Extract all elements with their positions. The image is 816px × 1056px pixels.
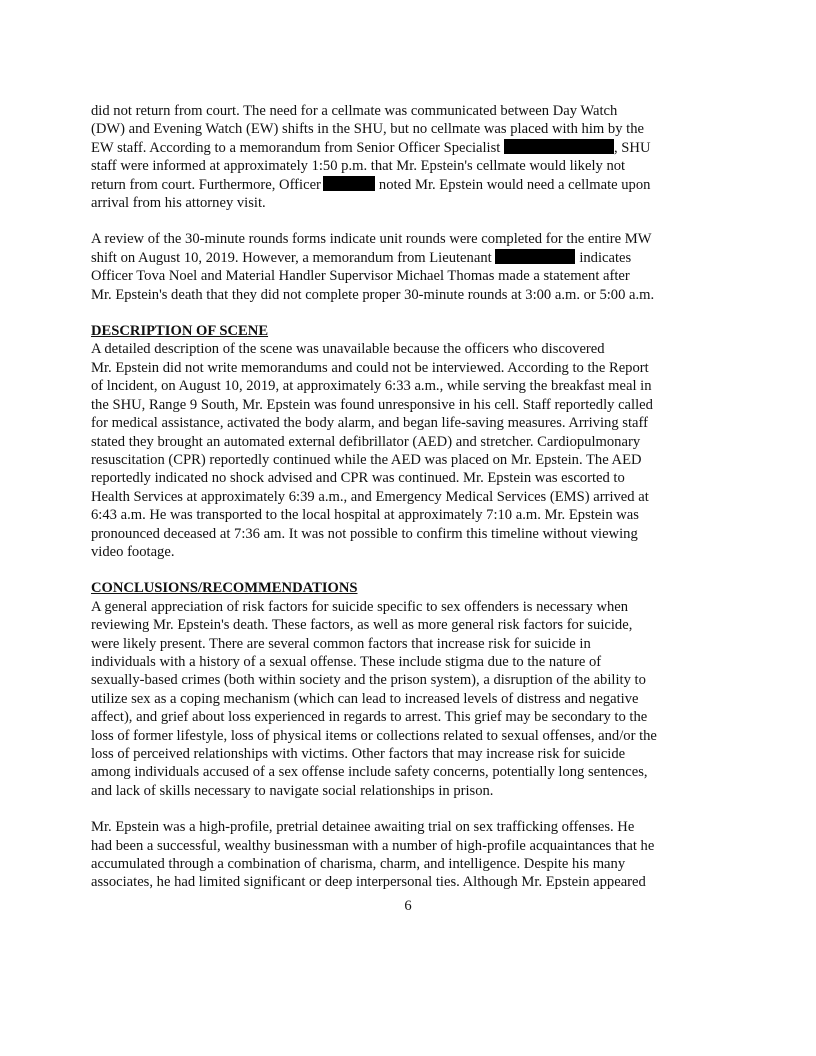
- text-line: among individuals accused of a sex offense include safety concerns, potentially long sentences,: [91, 764, 648, 781]
- text-line: were likely present. There are several common factors that increase risk for suicide in: [91, 635, 591, 652]
- text-line: arrival from his attorney visit.: [91, 195, 266, 212]
- redaction-box: [495, 249, 575, 264]
- section-conclusions-recommendations: [91, 579, 731, 800]
- document-page: [91, 102, 731, 910]
- text-line: affect), and grief about loss experienced in regards to arrest. This grief may be secondary to the: [91, 709, 648, 726]
- text-segment: noted Mr. Epstein would need a cellmate upon: [378, 176, 651, 193]
- text-line: for medical assistance, activated the body alarm, and began life-saving measures. Arriving staff: [91, 415, 648, 432]
- text-line: [91, 176, 731, 194]
- text-segment: return from court. Furthermore, Officer: [91, 176, 321, 193]
- text-line: video footage.: [91, 543, 175, 560]
- text-line: the SHU, Range 9 South, Mr. Epstein was found unresponsive in his cell. Staff reportedly called: [91, 396, 653, 413]
- section-description-of-scene: [91, 322, 731, 561]
- text-line: staff were informed at approximately 1:50 p.m. that Mr. Epstein's cellmate would likely not: [91, 158, 626, 175]
- text-line: reviewing Mr. Epstein's death. These factors, as well as more general risk factors for suicide,: [91, 617, 633, 634]
- text-line: A review of the 30-minute rounds forms indicate unit rounds were completed for the entire MW: [91, 231, 652, 248]
- text-segment: , SHU: [614, 139, 651, 156]
- text-line: had been a successful, wealthy businessman with a number of high-profile acquaintances that he: [91, 837, 655, 854]
- section-heading: CONCLUSIONS/RECOMMENDATIONS: [91, 580, 358, 597]
- text-line: Health Services at approximately 6:39 a.m., and Emergency Medical Services (EMS) arrived at: [91, 488, 649, 505]
- text-line: of lncident, on August 10, 2019, at approximately 6:33 a.m., while serving the breakfast meal in: [91, 378, 652, 395]
- text-line: Officer Tova Noel and Material Handler Supervisor Michael Thomas made a statement after: [91, 268, 630, 285]
- text-line: did not return from court. The need for a cellmate was communicated between Day Watch: [91, 103, 618, 119]
- paragraph-rounds: [91, 230, 731, 304]
- paragraph-background: [91, 818, 731, 892]
- text-line: associates, he had limited significant or deep interpersonal ties. Although Mr. Epstein appeared: [91, 874, 646, 891]
- text-line: A detailed description of the scene was unavailable because the officers who discovered: [91, 341, 605, 358]
- text-line: individuals with a history of a sexual offense. These include stigma due to the nature of: [91, 653, 602, 670]
- text-segment: EW staff. According to a memorandum from Senior Officer Specialist: [91, 139, 501, 156]
- text-line: utilize sex as a coping mechanism (which can lead to increased levels of distress and negative: [91, 690, 639, 707]
- text-line: resuscitation (CPR) reportedly continued while the AED was placed on Mr. Epstein. The AED: [91, 451, 642, 468]
- text-segment: indicates: [579, 249, 632, 266]
- text-line: 6:43 a.m. He was transported to the local hospital at approximately 7:10 a.m. Mr. Epstein was: [91, 507, 639, 524]
- text-line: Mr. Epstein did not write memorandums and could not be interviewed. According to the Report: [91, 359, 649, 376]
- page-number: 6: [404, 898, 412, 914]
- section-heading: DESCRIPTION OF SCENE: [91, 323, 269, 340]
- redaction-box: [323, 176, 375, 191]
- text-line: reportedly indicated no shock advised and CPR was continued. Mr. Epstein was escorted to: [91, 470, 625, 487]
- text-line: [91, 139, 731, 157]
- text-line: loss of perceived relationships with victims. Other factors that may increase risk for suicide: [91, 746, 626, 762]
- text-line: Mr. Epstein's death that they did not complete proper 30-minute rounds at 3:00 a.m. or 5:00 a.m.: [91, 286, 655, 303]
- text-line: loss of former lifestyle, loss of physical items or collections related to sexual offenses, and/or the: [91, 727, 657, 744]
- text-line: [91, 249, 731, 267]
- text-line: A general appreciation of risk factors for suicide specific to sex offenders is necessary when: [91, 598, 629, 615]
- redaction-box: [504, 139, 614, 154]
- text-line: pronounced deceased at 7:36 am. It was not possible to confirm this timeline without viewing: [91, 525, 638, 542]
- text-line: (DW) and Evening Watch (EW) shifts in the SHU, but no cellmate was placed with him by the: [91, 121, 644, 138]
- paragraph-cellmate: [91, 102, 731, 212]
- text-line: Mr. Epstein was a high-profile, pretrial detainee awaiting trial on sex trafficking offenses. He: [91, 819, 635, 836]
- text-line: accumulated through a combination of charisma, charm, and intelligence. Despite his many: [91, 856, 626, 873]
- text-line: stated they brought an automated external defibrillator (AED) and stretcher. Cardiopulmonary: [91, 433, 641, 450]
- text-segment: shift on August 10, 2019. However, a memorandum from Lieutenant: [91, 249, 492, 266]
- text-line: sexually-based crimes (both within society and the prison system), a disruption of the ability to: [91, 672, 646, 689]
- text-line: and lack of skills necessary to navigate social relationships in prison.: [91, 782, 494, 799]
